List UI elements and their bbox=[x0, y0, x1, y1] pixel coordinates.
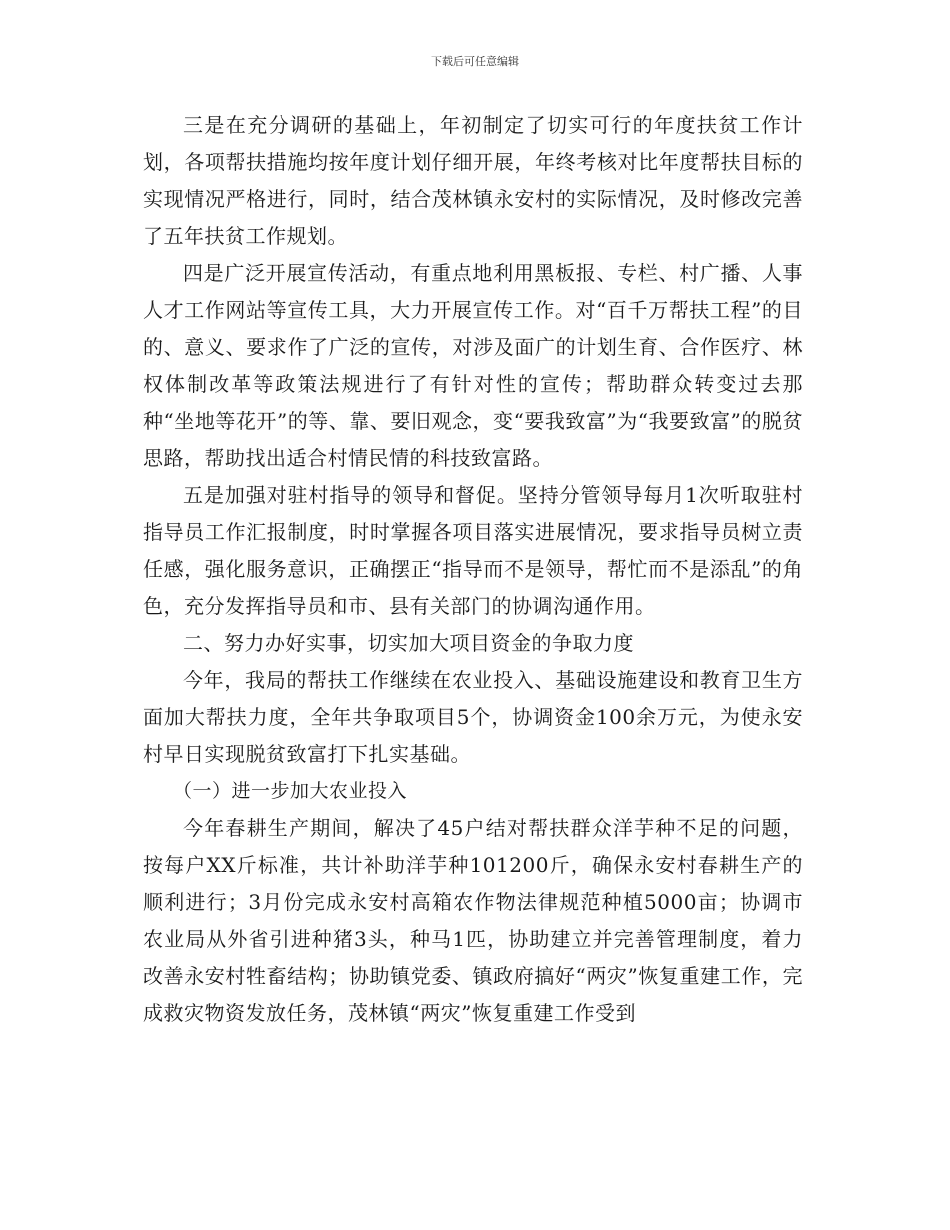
paragraph-planning: 三是在充分调研的基础上，年初制定了切实可行的年度扶贫工作计划，各项帮扶措施均按年度计划仔细开展，年终考核对比年度帮扶目标的实现情况严格进行，同时，结合茂林镇永安村的实际情况，及时修改完善了五年扶贫工作规划。 bbox=[143, 113, 803, 248]
paragraph-publicity: 四是广泛开展宣传活动，有重点地利用黑板报、专栏、村广播、人事人才工作网站等宣传工具，大力开展宣传工作。对“百千万帮扶工程”的目的、意义、要求作了广泛的宣传，对涉及面广的计划生育、合作医疗、林权体制改革等政策法规进行了有针对性的宣传；帮助群众转变过去那种“坐地等花开”的等、靠、要旧观念，变“要我致富”为“我要致富”的脱贫思路，帮助找出适合村情民情的科技致富路。 bbox=[143, 261, 803, 470]
section-heading-projects: 二、努力办好实事，切实加大项目资金的争取力度 bbox=[183, 631, 634, 655]
document-body bbox=[143, 107, 803, 1032]
paragraph-agriculture: 今年春耕生产期间，解决了45户结对帮扶群众洋芋种不足的问题，按每户XX斤标准，共计补助洋芋种101200斤，确保永安村春耕生产的顺利进行；3月份完成永安村高箱农作物法律规范种植5000亩；协调市农业局从外省引进种猪3头，种马1匹，协助建立并完善管理制度，着力改善永安村牲畜结构；协助镇党委、镇政府搞好“两灾”恢复重建工作，完成救灾物资发放任务，茂林镇“两灾”恢复重建工作受到 bbox=[143, 816, 803, 1025]
paragraph-supervision: 五是加强对驻村指导的领导和督促。坚持分管领导每月1次听取驻村指导员工作汇报制度，时时掌握各项目落实进展情况，要求指导员树立责任感，强化服务意识，正确摆正“指导而不是领导，帮忙而不是添乱”的角色，充分发挥指导员和市、县有关部门的协调沟通作用。 bbox=[143, 483, 803, 618]
paragraph-project-summary: 今年，我局的帮扶工作继续在农业投入、基础设施建设和教育卫生方面加大帮扶力度，全年共争取项目5个，协调资金100余万元，为使永安村早日实现脱贫致富打下扎实基础。 bbox=[143, 668, 803, 766]
subsection-heading-agriculture: （一）进一步加大农业投入 bbox=[173, 780, 408, 802]
header-note: 下载后可任意编辑 bbox=[431, 55, 519, 68]
